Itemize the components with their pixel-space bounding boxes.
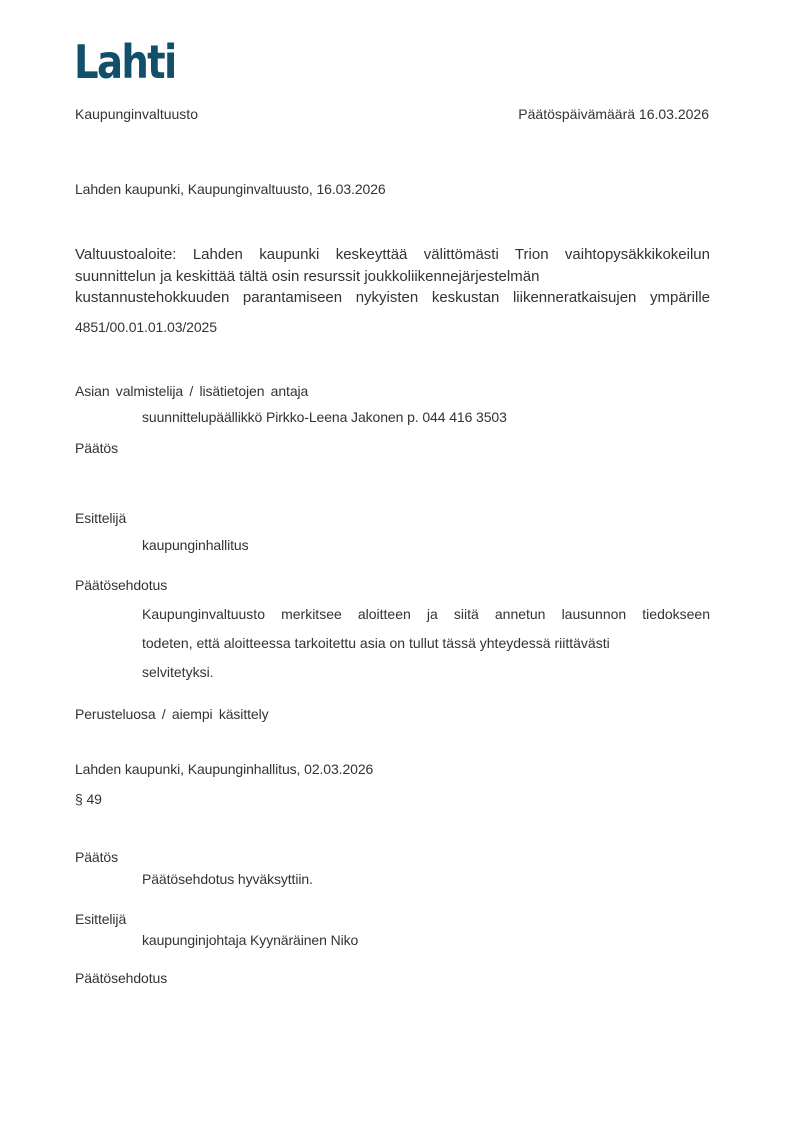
presenter-label-2: Esittelijä [75,911,127,927]
preparer-value: suunnittelupäällikkö Pirkko-Leena Jakonen p. 044 416 3503 [142,409,507,425]
meeting-header-1: Lahden kaupunki, Kaupunginvaltuusto, 16.03.2026 [75,181,386,197]
document-title [75,244,710,309]
title-line-3: kustannustehokkuuden parantamiseen nykyisten keskustan liikenneratkaisujen ympärille [75,289,710,306]
section-number: § 49 [75,791,102,807]
rationale-label: Perusteluosa / aiempi käsittely [75,706,269,722]
title-line-2: suunnittelun ja keskittää tältä osin resurssit joukkoliikennejärjestelmän [75,267,540,285]
decision-label-2: Päätös [75,849,118,865]
proposal-text-1 [142,600,710,687]
page-header [75,105,709,124]
proposal-text-line-3: selvitetyksi. [142,664,214,680]
proposal-label-2: Päätösehdotus [75,970,168,986]
proposal-label-1: Päätösehdotus [75,577,168,593]
presenter-label-1: Esittelijä [75,510,127,526]
title-line-1: Valtuustoaloite: Lahden kaupunki keskeyttää välittömästi Trion vaihtopysäkkikokeilun [75,246,710,263]
case-number: 4851/00.01.01.03/2025 [75,319,217,335]
meeting-header-2: Lahden kaupunki, Kaupunginhallitus, 02.03.2026 [75,761,374,777]
presenter-value-2: kaupunginjohtaja Kyynäräinen Niko [142,932,359,948]
proposal-text-line-1: Kaupunginvaltuusto merkitsee aloitteen ja siitä annetun lausunnon tiedokseen [142,606,710,622]
header-decision-date: Päätöspäivämäärä 16.03.2026 [518,106,709,122]
proposal-text-line-2: todeten, että aloitteessa tarkoitettu asia on tullut tässä yhteydessä riittävästi [142,635,610,651]
lahti-logo: Lahti [74,35,176,89]
decision-value-2: Päätösehdotus hyväksyttiin. [142,871,313,887]
decision-label-1: Päätös [75,440,118,456]
header-org: Kaupunginvaltuusto [75,106,198,122]
presenter-value-1: kaupunginhallitus [142,537,249,553]
preparer-label: Asian valmistelija / lisätietojen antaja [75,383,309,399]
